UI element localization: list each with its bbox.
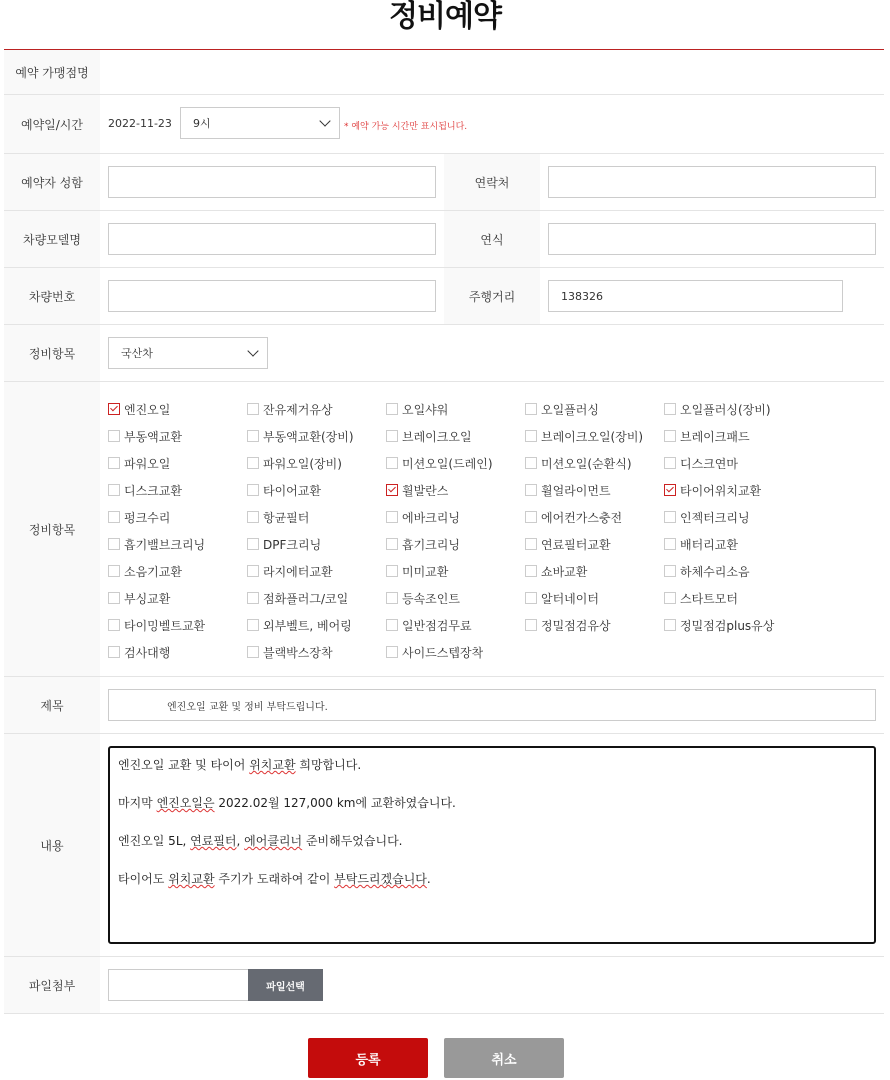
checkbox-unchecked-icon[interactable] bbox=[386, 403, 398, 415]
service-item-checkbox[interactable] bbox=[664, 454, 738, 472]
time-select[interactable] bbox=[180, 107, 340, 139]
service-item-checkbox[interactable] bbox=[108, 481, 182, 499]
service-item-checkbox[interactable] bbox=[108, 454, 170, 472]
service-item-label: 휠얼라이먼트 bbox=[541, 483, 611, 498]
service-item-label: 오일플러싱(장비) bbox=[680, 402, 771, 417]
checkbox-unchecked-icon[interactable] bbox=[108, 619, 120, 631]
checkbox-unchecked-icon[interactable] bbox=[386, 538, 398, 550]
content-textarea[interactable] bbox=[108, 746, 876, 944]
service-item-checkbox[interactable] bbox=[525, 535, 611, 553]
service-item-label: 외부벨트, 베어링 bbox=[263, 618, 352, 633]
service-item-label: 라지에터교환 bbox=[263, 564, 333, 579]
category-row bbox=[4, 325, 884, 382]
checkbox-unchecked-icon[interactable] bbox=[386, 619, 398, 631]
mileage-label: 주행거리 bbox=[444, 268, 540, 324]
service-item-checkbox[interactable] bbox=[664, 535, 738, 553]
checkbox-unchecked-icon[interactable] bbox=[108, 457, 120, 469]
checkbox-unchecked-icon[interactable] bbox=[525, 565, 537, 577]
category-select-value: 국산차 bbox=[121, 347, 153, 360]
file-select-button[interactable]: 파일선택 bbox=[248, 969, 323, 1001]
service-item-label: 블랙박스장착 bbox=[263, 645, 333, 660]
file-name-field[interactable] bbox=[108, 969, 250, 1001]
service-item-label: 타이밍벨트교환 bbox=[124, 618, 206, 633]
service-item-label: 잔유제거유상 bbox=[263, 402, 333, 417]
subject-row bbox=[4, 677, 884, 734]
name-input[interactable] bbox=[108, 166, 436, 198]
service-items-row bbox=[4, 382, 884, 677]
checkbox-checked-icon[interactable] bbox=[386, 484, 398, 496]
service-item-label: DPF크리닝 bbox=[263, 537, 322, 552]
service-item-label: 타이어위치교환 bbox=[680, 483, 762, 498]
subject-input[interactable] bbox=[108, 689, 876, 721]
service-item-checkbox[interactable] bbox=[664, 481, 761, 499]
checkbox-unchecked-icon[interactable] bbox=[386, 511, 398, 523]
service-item-label: 연료필터교환 bbox=[541, 537, 611, 552]
service-item-checkbox[interactable] bbox=[525, 400, 599, 418]
service-item-label: 브레이크오일 bbox=[402, 429, 472, 444]
year-label: 연식 bbox=[444, 211, 540, 267]
service-item-checkbox[interactable] bbox=[247, 481, 321, 499]
checkbox-unchecked-icon[interactable] bbox=[525, 619, 537, 631]
service-item-label: 파워오일(장비) bbox=[263, 456, 342, 471]
service-item-checkbox[interactable] bbox=[247, 535, 321, 553]
service-item-checkbox[interactable] bbox=[386, 508, 460, 526]
service-item-checkbox[interactable] bbox=[247, 616, 352, 634]
checkbox-unchecked-icon[interactable] bbox=[108, 538, 120, 550]
checkbox-unchecked-icon[interactable] bbox=[664, 538, 676, 550]
name-label: 예약자 성함 bbox=[4, 154, 100, 210]
checkbox-checked-icon[interactable] bbox=[108, 403, 120, 415]
checkbox-unchecked-icon[interactable] bbox=[108, 484, 120, 496]
checkbox-unchecked-icon[interactable] bbox=[664, 511, 676, 523]
service-item-label: 배터리교환 bbox=[680, 537, 738, 552]
checkbox-unchecked-icon[interactable] bbox=[664, 592, 676, 604]
service-item-checkbox[interactable] bbox=[247, 400, 333, 418]
category-select[interactable] bbox=[108, 337, 268, 369]
service-item-checkbox[interactable] bbox=[525, 427, 643, 445]
service-item-checkbox[interactable] bbox=[108, 562, 182, 580]
content-label: 내용 bbox=[4, 734, 100, 956]
content-line-4: 타이어도 위치교환 주기가 도래하여 같이 부탁드리겠습니다. bbox=[118, 872, 431, 886]
content-line-2: 마지막 엔진오일은 2022.02월 127,000 km에 교환하였습니다. bbox=[118, 796, 456, 810]
service-item-label: 일반점검무료 bbox=[402, 618, 472, 633]
date-value[interactable]: 2022-11-23 bbox=[108, 117, 172, 130]
checkbox-unchecked-icon[interactable] bbox=[108, 592, 120, 604]
checkbox-unchecked-icon[interactable] bbox=[525, 484, 537, 496]
plate-input[interactable] bbox=[108, 280, 436, 312]
service-item-label: 브레이크패드 bbox=[680, 429, 750, 444]
service-item-checkbox[interactable] bbox=[108, 508, 170, 526]
checkbox-unchecked-icon[interactable] bbox=[525, 430, 537, 442]
service-item-label: 디스크연마 bbox=[680, 456, 738, 471]
service-item-label: 펑크수리 bbox=[124, 510, 171, 525]
submit-button[interactable]: 등록 bbox=[308, 1038, 428, 1078]
service-item-checkbox[interactable] bbox=[386, 400, 448, 418]
service-item-checkbox[interactable] bbox=[247, 508, 309, 526]
service-item-label: 흡기밸브크리닝 bbox=[124, 537, 206, 552]
service-items-label: 정비항목 bbox=[4, 382, 100, 676]
service-item-label: 부동액교환 bbox=[124, 429, 182, 444]
service-item-checkbox[interactable] bbox=[664, 427, 750, 445]
service-item-checkbox[interactable] bbox=[108, 643, 170, 661]
checkbox-unchecked-icon[interactable] bbox=[664, 403, 676, 415]
page-title: 정비예약 bbox=[389, 0, 501, 34]
service-item-label: 디스크교환 bbox=[124, 483, 182, 498]
service-item-label: 정밀점검plus유상 bbox=[680, 618, 775, 633]
service-item-label: 미미교환 bbox=[402, 564, 449, 579]
checkbox-unchecked-icon[interactable] bbox=[525, 538, 537, 550]
checkbox-unchecked-icon[interactable] bbox=[386, 592, 398, 604]
service-item-checkbox[interactable] bbox=[247, 562, 333, 580]
checkbox-unchecked-icon[interactable] bbox=[525, 457, 537, 469]
content-line-1: 엔진오일 교환 및 타이어 위치교환 희망합니다. bbox=[118, 758, 362, 772]
checkbox-unchecked-icon[interactable] bbox=[247, 511, 259, 523]
service-item-checkbox[interactable] bbox=[386, 481, 448, 499]
checkbox-unchecked-icon[interactable] bbox=[525, 511, 537, 523]
service-item-label: 스타트모터 bbox=[680, 591, 738, 606]
checkbox-unchecked-icon[interactable] bbox=[247, 484, 259, 496]
checkbox-unchecked-icon[interactable] bbox=[247, 565, 259, 577]
service-item-label: 정밀점검유상 bbox=[541, 618, 611, 633]
service-item-label: 등속조인트 bbox=[402, 591, 460, 606]
checkbox-unchecked-icon[interactable] bbox=[108, 511, 120, 523]
service-item-label: 미션오일(순환식) bbox=[541, 456, 632, 471]
checkbox-unchecked-icon[interactable] bbox=[247, 538, 259, 550]
checkbox-unchecked-icon[interactable] bbox=[664, 430, 676, 442]
service-item-checkbox[interactable] bbox=[525, 616, 611, 634]
cancel-button[interactable]: 취소 bbox=[444, 1038, 564, 1078]
service-item-checkbox[interactable] bbox=[664, 508, 750, 526]
subject-label: 제목 bbox=[4, 677, 100, 733]
checkbox-unchecked-icon[interactable] bbox=[108, 565, 120, 577]
service-item-label: 오일샤워 bbox=[402, 402, 449, 417]
service-item-checkbox[interactable] bbox=[386, 535, 460, 553]
checkbox-unchecked-icon[interactable] bbox=[386, 430, 398, 442]
branch-label: 예약 가맹점명 bbox=[4, 50, 100, 94]
service-item-label: 사이드스텝장착 bbox=[402, 645, 484, 660]
service-item-checkbox[interactable] bbox=[525, 454, 632, 472]
checkbox-unchecked-icon[interactable] bbox=[525, 403, 537, 415]
service-item-checkbox[interactable] bbox=[108, 616, 205, 634]
service-item-checkbox[interactable] bbox=[664, 589, 738, 607]
checkbox-unchecked-icon[interactable] bbox=[247, 592, 259, 604]
checkbox-checked-icon[interactable] bbox=[664, 484, 676, 496]
service-item-checkbox[interactable] bbox=[247, 589, 348, 607]
service-item-checkbox[interactable] bbox=[525, 481, 611, 499]
service-item-label: 알터네이터 bbox=[541, 591, 599, 606]
service-item-label: 미션오일(드레인) bbox=[402, 456, 493, 471]
plate-row bbox=[4, 268, 884, 325]
checkbox-unchecked-icon[interactable] bbox=[247, 646, 259, 658]
service-item-label: 에바크리닝 bbox=[402, 510, 460, 525]
chevron-down-icon bbox=[247, 345, 258, 356]
model-input[interactable] bbox=[108, 223, 436, 255]
checkbox-unchecked-icon[interactable] bbox=[247, 430, 259, 442]
mileage-input[interactable]: 138326 bbox=[548, 280, 843, 312]
category-label: 정비항목 bbox=[4, 325, 100, 381]
contact-input[interactable] bbox=[548, 166, 876, 198]
service-item-checkbox[interactable] bbox=[525, 508, 622, 526]
service-item-checkbox[interactable] bbox=[525, 562, 587, 580]
service-item-label: 점화플러그/코일 bbox=[263, 591, 349, 606]
service-item-checkbox[interactable] bbox=[386, 562, 448, 580]
service-item-label: 부동액교환(장비) bbox=[263, 429, 354, 444]
service-item-label: 엔진오일 bbox=[124, 402, 171, 417]
service-item-checkbox[interactable] bbox=[386, 643, 483, 661]
model-label: 차량모델명 bbox=[4, 211, 100, 267]
service-item-label: 인젝터크리닝 bbox=[680, 510, 750, 525]
service-item-checkbox[interactable] bbox=[108, 535, 205, 553]
service-item-checkbox[interactable] bbox=[386, 589, 460, 607]
checkbox-unchecked-icon[interactable] bbox=[664, 565, 676, 577]
checkbox-unchecked-icon[interactable] bbox=[108, 430, 120, 442]
service-item-label: 파워오일 bbox=[124, 456, 171, 471]
checkbox-unchecked-icon[interactable] bbox=[525, 592, 537, 604]
service-item-label: 소음기교환 bbox=[124, 564, 182, 579]
service-item-label: 부싱교환 bbox=[124, 591, 171, 606]
checkbox-unchecked-icon[interactable] bbox=[664, 457, 676, 469]
checkbox-unchecked-icon[interactable] bbox=[386, 565, 398, 577]
service-item-label: 흡기크리닝 bbox=[402, 537, 460, 552]
subject-input-value: 엔진오일 교환 및 정비 부탁드립니다. bbox=[167, 701, 328, 713]
chevron-down-icon bbox=[319, 115, 330, 126]
service-item-label: 휠발란스 bbox=[402, 483, 449, 498]
checkbox-unchecked-icon[interactable] bbox=[247, 619, 259, 631]
service-item-checkbox[interactable] bbox=[525, 589, 599, 607]
time-note: * 예약 가능 시간만 표시됩니다. bbox=[344, 122, 468, 132]
service-item-checkbox[interactable] bbox=[247, 454, 342, 472]
service-item-label: 검사대행 bbox=[124, 645, 171, 660]
checkbox-unchecked-icon[interactable] bbox=[247, 457, 259, 469]
contact-label: 연락처 bbox=[444, 154, 540, 210]
plate-label: 차량번호 bbox=[4, 268, 100, 324]
file-label: 파일첨부 bbox=[4, 957, 100, 1013]
service-item-label: 하체수리소음 bbox=[680, 564, 750, 579]
service-item-checkbox[interactable] bbox=[247, 427, 354, 445]
service-item-label: 에어컨가스충전 bbox=[541, 510, 623, 525]
service-item-checkbox[interactable] bbox=[386, 454, 493, 472]
checkbox-unchecked-icon[interactable] bbox=[664, 619, 676, 631]
service-item-checkbox[interactable] bbox=[108, 589, 170, 607]
service-item-label: 타이어교환 bbox=[263, 483, 321, 498]
service-item-label: 항균필터 bbox=[263, 510, 310, 525]
datetime-label: 예약일/시간 bbox=[4, 95, 100, 153]
service-item-checkbox[interactable] bbox=[386, 427, 472, 445]
service-item-checkbox[interactable] bbox=[108, 427, 182, 445]
time-select-value: 9시 bbox=[193, 117, 211, 130]
service-item-label: 브레이크오일(장비) bbox=[541, 429, 644, 444]
checkbox-unchecked-icon[interactable] bbox=[247, 403, 259, 415]
service-item-checkbox[interactable] bbox=[108, 400, 170, 418]
model-row bbox=[4, 211, 884, 268]
service-item-label: 쇼바교환 bbox=[541, 564, 588, 579]
branch-row bbox=[4, 50, 884, 95]
content-row bbox=[4, 734, 884, 957]
service-item-checkbox[interactable] bbox=[664, 562, 750, 580]
checkbox-unchecked-icon[interactable] bbox=[386, 457, 398, 469]
datetime-row bbox=[4, 95, 884, 154]
name-row bbox=[4, 154, 884, 211]
checkbox-unchecked-icon[interactable] bbox=[386, 646, 398, 658]
service-item-checkbox[interactable] bbox=[664, 616, 774, 634]
file-row bbox=[4, 957, 884, 1014]
service-item-checkbox[interactable] bbox=[664, 400, 771, 418]
service-item-label: 오일플러싱 bbox=[541, 402, 599, 417]
service-item-checkbox[interactable] bbox=[247, 643, 333, 661]
content-line-3: 엔진오일 5L, 연료필터, 에어클리너 준비해두었습니다. bbox=[118, 834, 403, 848]
service-item-checkbox[interactable] bbox=[386, 616, 472, 634]
year-input[interactable] bbox=[548, 223, 876, 255]
checkbox-unchecked-icon[interactable] bbox=[108, 646, 120, 658]
